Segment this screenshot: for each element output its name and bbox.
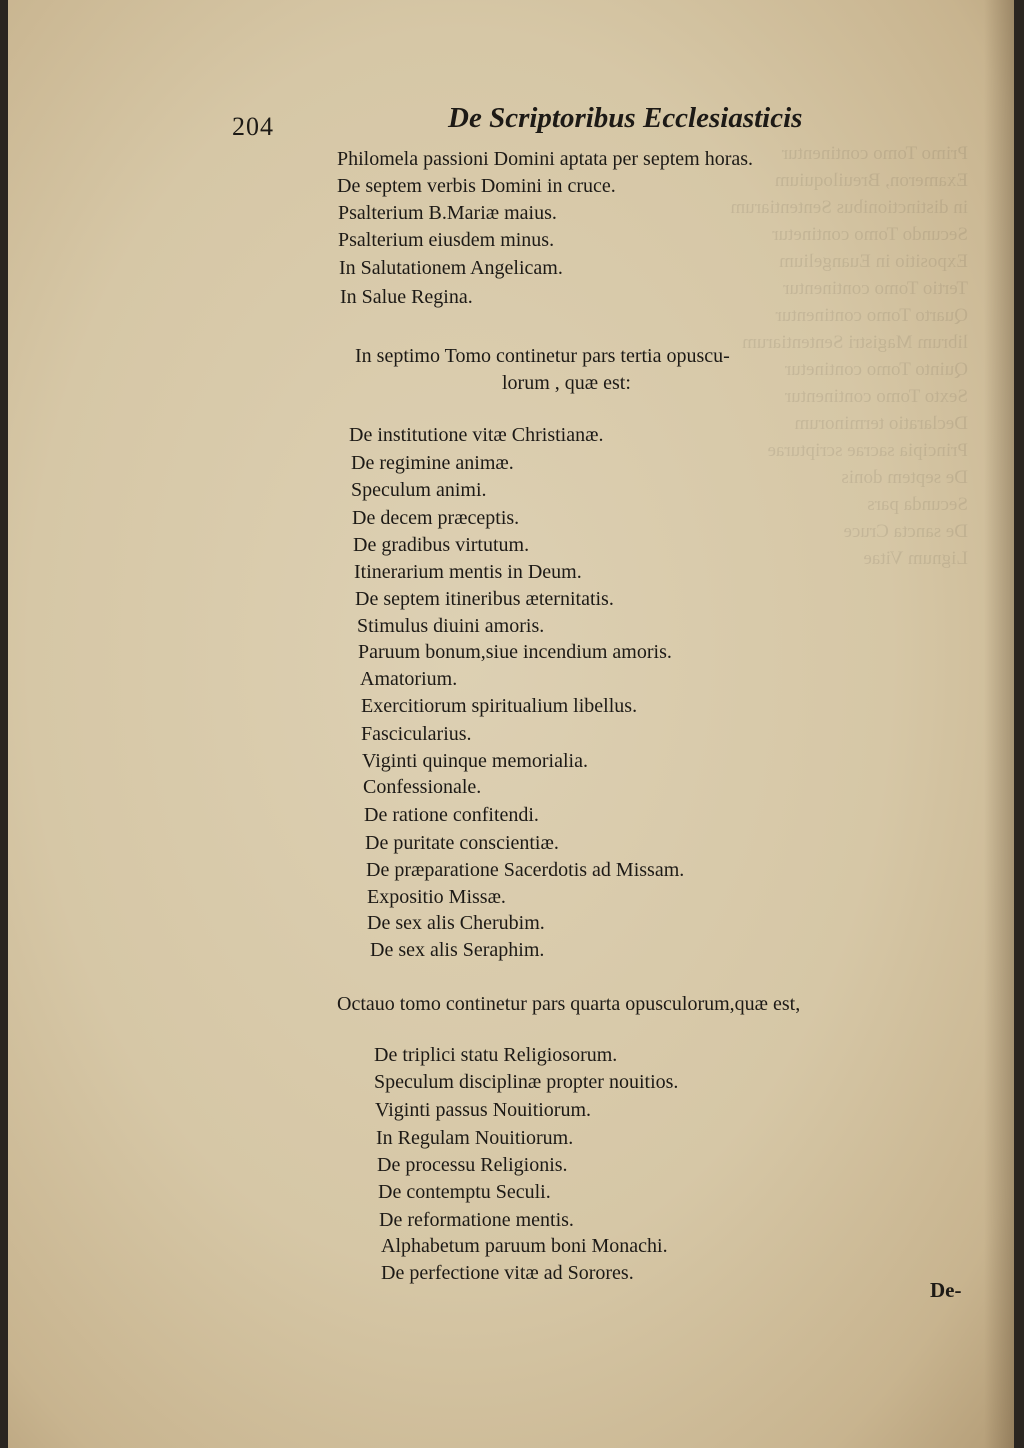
entry-line: De perfectione vitæ ad Sorores. bbox=[381, 1262, 634, 1284]
entry-line: Paruum bonum,siue incendium amoris. bbox=[358, 641, 672, 663]
catchword: De- bbox=[930, 1278, 962, 1302]
entry-line: In Salutationem Angelicam. bbox=[339, 257, 563, 279]
entry-line: Viginti quinque memorialia. bbox=[362, 750, 588, 772]
entry-line: De ratione confitendi. bbox=[364, 804, 539, 826]
entry-line: In Salue Regina. bbox=[340, 286, 473, 308]
entry-line: Speculum disciplinæ propter nouitios. bbox=[374, 1071, 679, 1093]
running-head-title: De Scriptoribus Ecclesiasticis bbox=[448, 102, 803, 134]
entry-line: Amatorium. bbox=[360, 668, 458, 690]
entry-line: De sex alis Cherubim. bbox=[367, 912, 545, 934]
entry-line: De decem præceptis. bbox=[352, 507, 520, 529]
entry-line: De regimine animæ. bbox=[351, 452, 514, 474]
entry-line: Fascicularius. bbox=[361, 723, 472, 745]
entry-line: Philomela passioni Domini aptata per septem horas. bbox=[337, 148, 754, 170]
entry-line: Confessionale. bbox=[363, 776, 482, 798]
entry-line: Exercitiorum spiritualium libellus. bbox=[361, 695, 638, 717]
entry-line: Expositio Missæ. bbox=[367, 886, 506, 908]
section-heading-seventh-tome: In septimo Tomo continetur pars tertia opuscu- bbox=[355, 345, 730, 367]
page-number: 204 bbox=[232, 112, 274, 141]
entry-line: Psalterium eiusdem minus. bbox=[338, 229, 555, 251]
entry-line: Stimulus diuini amoris. bbox=[357, 615, 545, 637]
entry-line: De sex alis Seraphim. bbox=[370, 939, 545, 961]
book-page bbox=[8, 0, 1014, 1448]
entry-line: De gradibus virtutum. bbox=[353, 534, 530, 556]
entry-line: Alphabetum paruum boni Monachi. bbox=[381, 1235, 668, 1257]
bleed-through-decoration: Primo Tomo continentur Exameron, Breuiloquium in distinctionibus Sententiarum Secundo Tomo continetur Expositio in Euangelium Tertio Tomo continentur Quarto Tomo continentur librum Magistri Sententiarum Quinto Tomo continetur Sexto Tomo continentur Declaratio terminorum Principia sacrae scripturae De septem donis Secunda pars De sancta Cruce Lignum Vitae bbox=[730, 143, 968, 569]
entry-line: De septem itineribus æternitatis. bbox=[355, 588, 614, 610]
entry-line: De triplici statu Religiosorum. bbox=[374, 1044, 618, 1066]
section-heading-eighth-tome: Octauo tomo continetur pars quarta opusculorum,quæ est, bbox=[337, 993, 801, 1015]
section-heading-seventh-tome-cont: lorum , quæ est: bbox=[502, 372, 631, 394]
entry-line: De præparatione Sacerdotis ad Missam. bbox=[366, 859, 685, 881]
entry-line: De contemptu Seculi. bbox=[378, 1181, 551, 1203]
entry-line: Speculum animi. bbox=[351, 479, 487, 501]
entry-line: In Regulam Nouitiorum. bbox=[376, 1127, 574, 1149]
entry-line: De reformatione mentis. bbox=[379, 1209, 574, 1231]
entry-line: Psalterium B.Mariæ maius. bbox=[338, 202, 557, 224]
entry-line: De septem verbis Domini in cruce. bbox=[337, 175, 616, 197]
entry-line: Viginti passus Nouitiorum. bbox=[375, 1099, 592, 1121]
entry-line: Itinerarium mentis in Deum. bbox=[354, 561, 582, 583]
entry-line: De institutione vitæ Christianæ. bbox=[349, 424, 604, 446]
entry-line: De processu Religionis. bbox=[377, 1154, 568, 1176]
entry-line: De puritate conscientiæ. bbox=[365, 832, 559, 854]
